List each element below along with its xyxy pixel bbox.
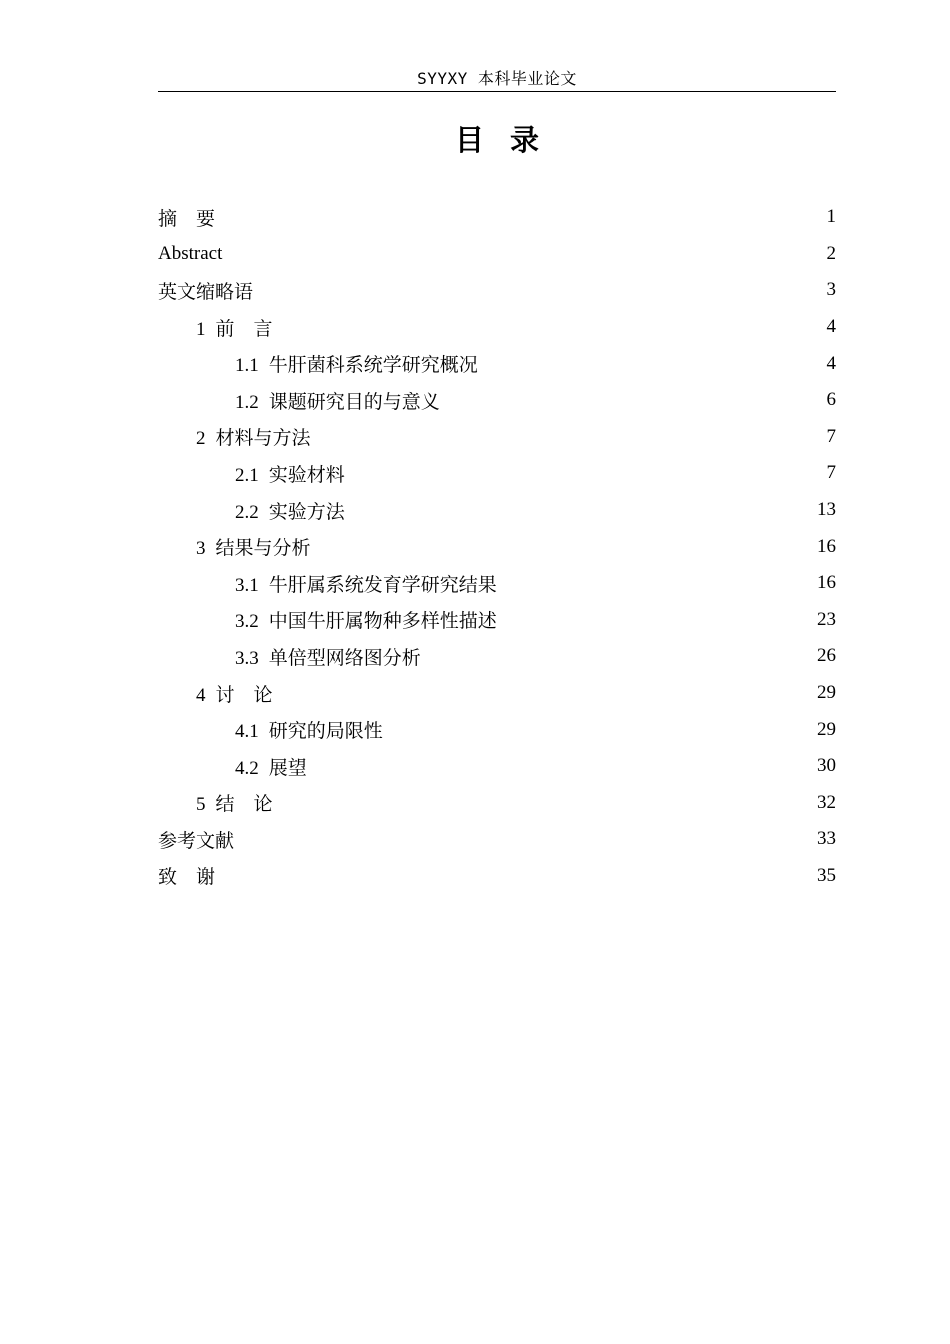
toc-entry-label — [196, 789, 292, 816]
toc-entry-label — [235, 643, 421, 670]
toc-entry-title: 课题研究目的与意义 — [268, 391, 440, 413]
toc-entry-label — [235, 753, 307, 780]
toc-entry-title: 致谢 — [158, 867, 235, 889]
toc-entry-page: 16 — [817, 535, 836, 557]
toc-entry[interactable] — [158, 602, 836, 639]
toc-entry-number: 3 — [196, 538, 206, 560]
toc-entry-number: 3.1 — [235, 574, 259, 596]
toc-entry-label — [196, 533, 311, 560]
toc-entry-label — [196, 680, 292, 707]
toc-entry-page: 7 — [826, 425, 836, 447]
toc-entry-page: 29 — [817, 682, 836, 704]
toc-entry-page: 7 — [826, 462, 836, 484]
toc-entry-label — [158, 862, 234, 889]
toc-entry-label — [235, 460, 345, 487]
toc-entry-number: 2.2 — [235, 501, 259, 523]
toc-entry-page: 3 — [826, 279, 836, 301]
toc-entry-page: 6 — [826, 389, 836, 411]
toc-entry-number: 3.2 — [235, 611, 259, 633]
toc-entry-title: 中国牛肝属物种多样性描述 — [268, 611, 497, 633]
toc-entry-title: 展望 — [268, 757, 307, 779]
toc-entry[interactable] — [158, 675, 836, 712]
toc-entry[interactable] — [158, 309, 836, 346]
toc-entry-page: 1 — [826, 206, 836, 228]
toc-entry-title: 实验材料 — [268, 464, 345, 486]
toc-entry-number: 2.1 — [235, 464, 259, 486]
toc-entry-page: 4 — [826, 352, 836, 374]
toc-entry-title: 结果与分析 — [215, 538, 311, 560]
toc-entry[interactable] — [158, 528, 836, 565]
toc-entry-title: 单倍型网络图分析 — [268, 647, 421, 669]
table-of-contents — [158, 199, 836, 894]
toc-entry-title: 牛肝菌科系统学研究概况 — [268, 355, 478, 377]
toc-entry-page: 26 — [817, 645, 836, 667]
toc-entry[interactable] — [158, 748, 836, 785]
toc-entry[interactable] — [158, 345, 836, 382]
toc-entry-title: 摘要 — [158, 208, 235, 230]
toc-entry-label — [235, 570, 497, 597]
toc-entry-label — [158, 243, 222, 265]
toc-entry-label — [158, 826, 234, 853]
toc-entry-title: 参考文献 — [158, 830, 235, 852]
toc-entry-number: 5 — [196, 794, 206, 816]
toc-entry-page: 16 — [817, 572, 836, 594]
toc-entry-number: 1 — [196, 318, 206, 340]
toc-entry-title: 前言 — [215, 318, 292, 340]
toc-entry-title: 英文缩略语 — [158, 281, 254, 303]
toc-entry[interactable] — [158, 419, 836, 456]
toc-entry[interactable] — [158, 638, 836, 675]
running-header: SYYXY 本科毕业论文 — [417, 69, 577, 88]
toc-entry-title: 结论 — [215, 794, 292, 816]
toc-entry-page: 33 — [817, 828, 836, 850]
toc-entry-title: 实验方法 — [268, 501, 345, 523]
toc-entry-page: 29 — [817, 718, 836, 740]
toc-entry-page: 13 — [817, 499, 836, 521]
toc-entry[interactable] — [158, 711, 836, 748]
toc-entry-number: 4.2 — [235, 757, 259, 779]
toc-entry-label — [196, 423, 311, 450]
toc-entry-label — [158, 277, 253, 304]
toc-entry-title: 材料与方法 — [215, 428, 311, 450]
toc-entry-title: Abstract — [158, 242, 223, 264]
toc-entry-number: 1.2 — [235, 391, 259, 413]
toc-entry-label — [235, 387, 440, 414]
toc-entry-number: 4 — [196, 684, 206, 706]
toc-entry[interactable] — [158, 272, 836, 309]
toc-entry[interactable] — [158, 455, 836, 492]
toc-entry-number: 1.1 — [235, 355, 259, 377]
toc-entry-page: 30 — [817, 755, 836, 777]
toc-entry-page: 4 — [826, 316, 836, 338]
toc-entry-label — [235, 497, 345, 524]
toc-entry[interactable] — [158, 236, 836, 273]
toc-entry[interactable] — [158, 858, 836, 895]
toc-entry-page: 32 — [817, 791, 836, 813]
toc-entry-label — [235, 350, 478, 377]
toc-entry-label — [196, 314, 292, 341]
toc-entry-title: 研究的局限性 — [268, 721, 383, 743]
toc-entry-number: 4.1 — [235, 721, 259, 743]
toc-entry-page: 23 — [817, 608, 836, 630]
toc-entry-label — [235, 716, 383, 743]
toc-entry-title: 牛肝属系统发育学研究结果 — [268, 574, 497, 596]
toc-entry[interactable] — [158, 565, 836, 602]
toc-entry[interactable] — [158, 821, 836, 858]
toc-entry-page: 35 — [817, 864, 836, 886]
toc-entry[interactable] — [158, 199, 836, 236]
toc-entry[interactable] — [158, 382, 836, 419]
toc-entry-label — [235, 606, 497, 633]
toc-entry-number: 2 — [196, 428, 206, 450]
toc-entry-page: 2 — [826, 242, 836, 264]
toc-entry-label — [158, 204, 234, 231]
toc-entry[interactable] — [158, 492, 836, 529]
toc-entry-title: 讨论 — [215, 684, 292, 706]
toc-entry[interactable] — [158, 785, 836, 822]
toc-entry-number: 3.3 — [235, 647, 259, 669]
header-rule — [158, 91, 836, 92]
page-title: 目录 — [454, 123, 565, 157]
